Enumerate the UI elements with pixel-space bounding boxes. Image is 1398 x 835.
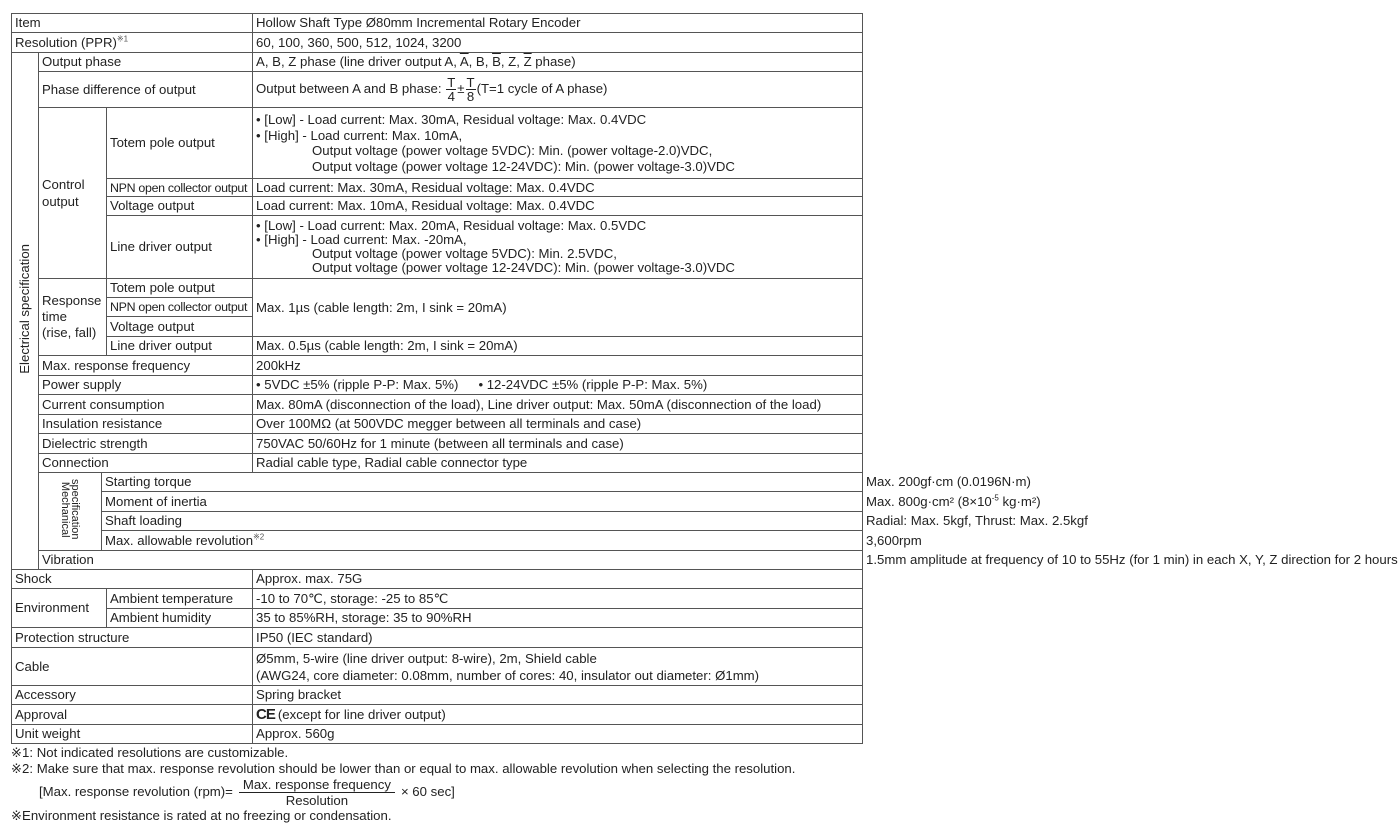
insulation-resistance-label: Insulation resistance — [39, 415, 253, 434]
phase-difference-label: Phase difference of output — [39, 72, 253, 108]
spec-table — [11, 13, 1398, 744]
connection-value: Radial cable type, Radial cable connector type — [253, 454, 863, 473]
table-row — [12, 395, 863, 415]
electrical-group-label: Electrical specification — [12, 53, 39, 570]
rt-line-driver-label: Line driver output — [107, 337, 253, 356]
npn-output-value: Load current: Max. 30mA, Residual voltage: Max. 0.4VDC — [253, 179, 863, 197]
table-row — [12, 279, 863, 298]
output-phase-value: A, B, Z phase (line driver output A, $\overline{A}$, B, $\overline{B}$, Z, $\overline{Z}$ phase) — [253, 53, 863, 72]
footnote-3: ※Environment resistance is rated at no freezing or condensation. — [11, 808, 392, 823]
environment-label: Environment — [12, 589, 107, 628]
table-row — [12, 376, 863, 395]
footnote-1: ※1: Not indicated resolutions are customizable. — [11, 745, 289, 760]
voltage-output-label: Voltage output — [107, 197, 253, 216]
formula-fraction: Max. response frequency Resolution — [239, 777, 395, 808]
accessory-label: Accessory — [12, 686, 253, 705]
resolution-label: Resolution (PPR)$^{※1}$ — [12, 33, 253, 53]
table-row — [12, 609, 863, 628]
table-row — [12, 72, 863, 108]
footnotes — [11, 745, 795, 824]
table-row — [12, 216, 863, 279]
dielectric-strength-value: 750VAC 50/60Hz for 1 minute (between all terminals and case) — [253, 434, 863, 454]
table-row — [12, 705, 863, 725]
table-row — [12, 434, 863, 454]
vibration-label: Vibration — [39, 551, 863, 570]
table-row: Vibration 1.5mm amplitude at frequency of 10 to 55Hz (for 1 min) in each X, Y, Z direction for 2 hours — [12, 551, 863, 570]
table-row — [12, 33, 863, 53]
table-row — [12, 53, 863, 72]
table-row — [12, 570, 863, 589]
max-response-frequency-value: 200kHz — [253, 356, 863, 376]
ambient-temperature-value: -10 to 70℃, storage: -25 to 85℃ — [253, 589, 863, 609]
voltage-output-value: Load current: Max. 10mA, Residual voltage: Max. 0.4VDC — [253, 197, 863, 216]
output-phase-label: Output phase — [39, 53, 253, 72]
item-value: Hollow Shaft Type Ø80mm Incremental Rotary Encoder — [253, 14, 863, 33]
rt-line-driver-value: Max. 0.5µs (cable length: 2m, I sink = 20mA) — [253, 337, 863, 356]
response-time-label: Response time (rise, fall) — [39, 279, 107, 356]
note-mark: ※2 — [253, 532, 265, 542]
table-row — [12, 415, 863, 434]
table-row — [12, 589, 863, 609]
approval-value: CE (except for line driver output) — [253, 705, 863, 725]
max-allowable-revolution-label: Max. allowable revolution$^{※2}$ — [102, 531, 863, 551]
mechanical-group-label: Mechanical specification — [39, 473, 102, 551]
table-row — [12, 725, 863, 744]
rt-shared-value: Max. 1µs (cable length: 2m, I sink = 20mA) — [253, 279, 863, 337]
approval-label: Approval — [12, 705, 253, 725]
table-row — [12, 356, 863, 376]
current-consumption-label: Current consumption — [39, 395, 253, 415]
rt-npn-label: NPN open collector output — [107, 298, 253, 317]
footnote-2: ※2: Make sure that max. response revolution should be lower than or equal to max. allowable revolution when selecting the resolution. — [11, 760, 796, 776]
ambient-temperature-label: Ambient temperature — [107, 589, 253, 609]
cable-value: Ø5mm, 5-wire (line driver output: 8-wire), 2m, Shield cable (AWG24, core diameter: 0.08mm, number of cores: 40, insulator out diameter: Ø1mm) — [253, 648, 863, 686]
phase-difference-value: Output between A and B phase: $\frac{T}{4}$ ± $\frac{T}{8}$ (T=1 cycle of A phase) — [253, 72, 863, 108]
table-row — [12, 628, 863, 648]
insulation-resistance-value: Over 100MΩ (at 500VDC megger between all terminals and case) — [253, 415, 863, 434]
shaft-loading-label: Shaft loading — [102, 512, 863, 531]
fraction: $\frac{T}{4}$ — [447, 75, 456, 104]
table-row: Moment of inertia Max. 800g·cm² ($8\times 10^{-5}$ kg·m²) — [12, 492, 863, 512]
table-row — [12, 197, 863, 216]
accessory-value: Spring bracket — [253, 686, 863, 705]
totem-pole-output-label: Totem pole output — [107, 108, 253, 179]
table-row — [12, 686, 863, 705]
table-row — [12, 648, 863, 686]
dielectric-strength-label: Dielectric strength — [39, 434, 253, 454]
item-label: Item — [12, 14, 253, 33]
starting-torque-label: Starting torque — [102, 473, 863, 492]
line-driver-output-label: Line driver output — [107, 216, 253, 279]
cable-label: Cable — [12, 648, 253, 686]
table-row — [12, 108, 863, 179]
line-driver-output-value: • [Low] - Load current: Max. 20mA, Residual voltage: Max. 0.5VDC • [High] - Load current: Max. -20mA, Output voltage (power voltage 5VDC): Min. 2.5VDC, Output voltage (power voltage 12-24VDC): Min. (power voltage-3.0)VDC — [253, 216, 863, 279]
table-row: Shaft loading Radial: Max. 5kgf, Thrust: Max. 2.5kgf — [12, 512, 863, 531]
revolution-formula: [Max. response revolution (rpm)= Max. response frequency Resolution × 60 sec] — [39, 776, 455, 808]
rt-totem-pole-label: Totem pole output — [107, 279, 253, 298]
unit-weight-label: Unit weight — [12, 725, 253, 744]
protection-structure-label: Protection structure — [12, 628, 253, 648]
shock-label: Shock — [12, 570, 253, 589]
current-consumption-value: Max. 80mA (disconnection of the load), Line driver output: Max. 50mA (disconnection of the load) — [253, 395, 863, 415]
control-output-label: Control output — [39, 108, 107, 279]
unit-weight-value: Approx. 560g — [253, 725, 863, 744]
table-row — [12, 14, 863, 33]
resolution-value: 60, 100, 360, 500, 512, 1024, 3200 — [253, 33, 863, 53]
table-row — [12, 454, 863, 473]
ambient-humidity-label: Ambient humidity — [107, 609, 253, 628]
shock-value: Approx. max. 75G — [253, 570, 863, 589]
max-response-frequency-label: Max. response frequency — [39, 356, 253, 376]
npn-output-label: NPN open collector output — [107, 179, 253, 197]
note-mark: ※1 — [116, 34, 129, 44]
table-row: Mechanical specification Starting torque Max. 200gf·cm (0.0196N·m) — [12, 473, 863, 492]
moment-of-inertia-label: Moment of inertia — [102, 492, 863, 512]
fraction: $\frac{T}{8}$ — [466, 75, 475, 104]
table-row: Max. allowable revolution$^{※2}$ 3,600rpm — [12, 531, 863, 551]
protection-structure-value: IP50 (IEC standard) — [253, 628, 863, 648]
connection-label: Connection — [39, 454, 253, 473]
ce-mark-icon: CE — [256, 705, 275, 723]
rt-voltage-label: Voltage output — [107, 317, 253, 337]
table-row — [12, 179, 863, 197]
totem-pole-output-value: • [Low] - Load current: Max. 30mA, Residual voltage: Max. 0.4VDC • [High] - Load current: Max. 10mA, Output voltage (power voltage 5VDC): Min. (power voltage-2.0)VDC, Output voltage (power voltage 12-24VDC): Min. (power voltage-3.0)VDC — [253, 108, 863, 179]
table-row — [12, 337, 863, 356]
power-supply-value: • 5VDC ±5% (ripple P-P: Max. 5%) • 12-24VDC ±5% (ripple P-P: Max. 5%) — [253, 376, 863, 395]
ambient-humidity-value: 35 to 85%RH, storage: 35 to 90%RH — [253, 609, 863, 628]
power-supply-label: Power supply — [39, 376, 253, 395]
